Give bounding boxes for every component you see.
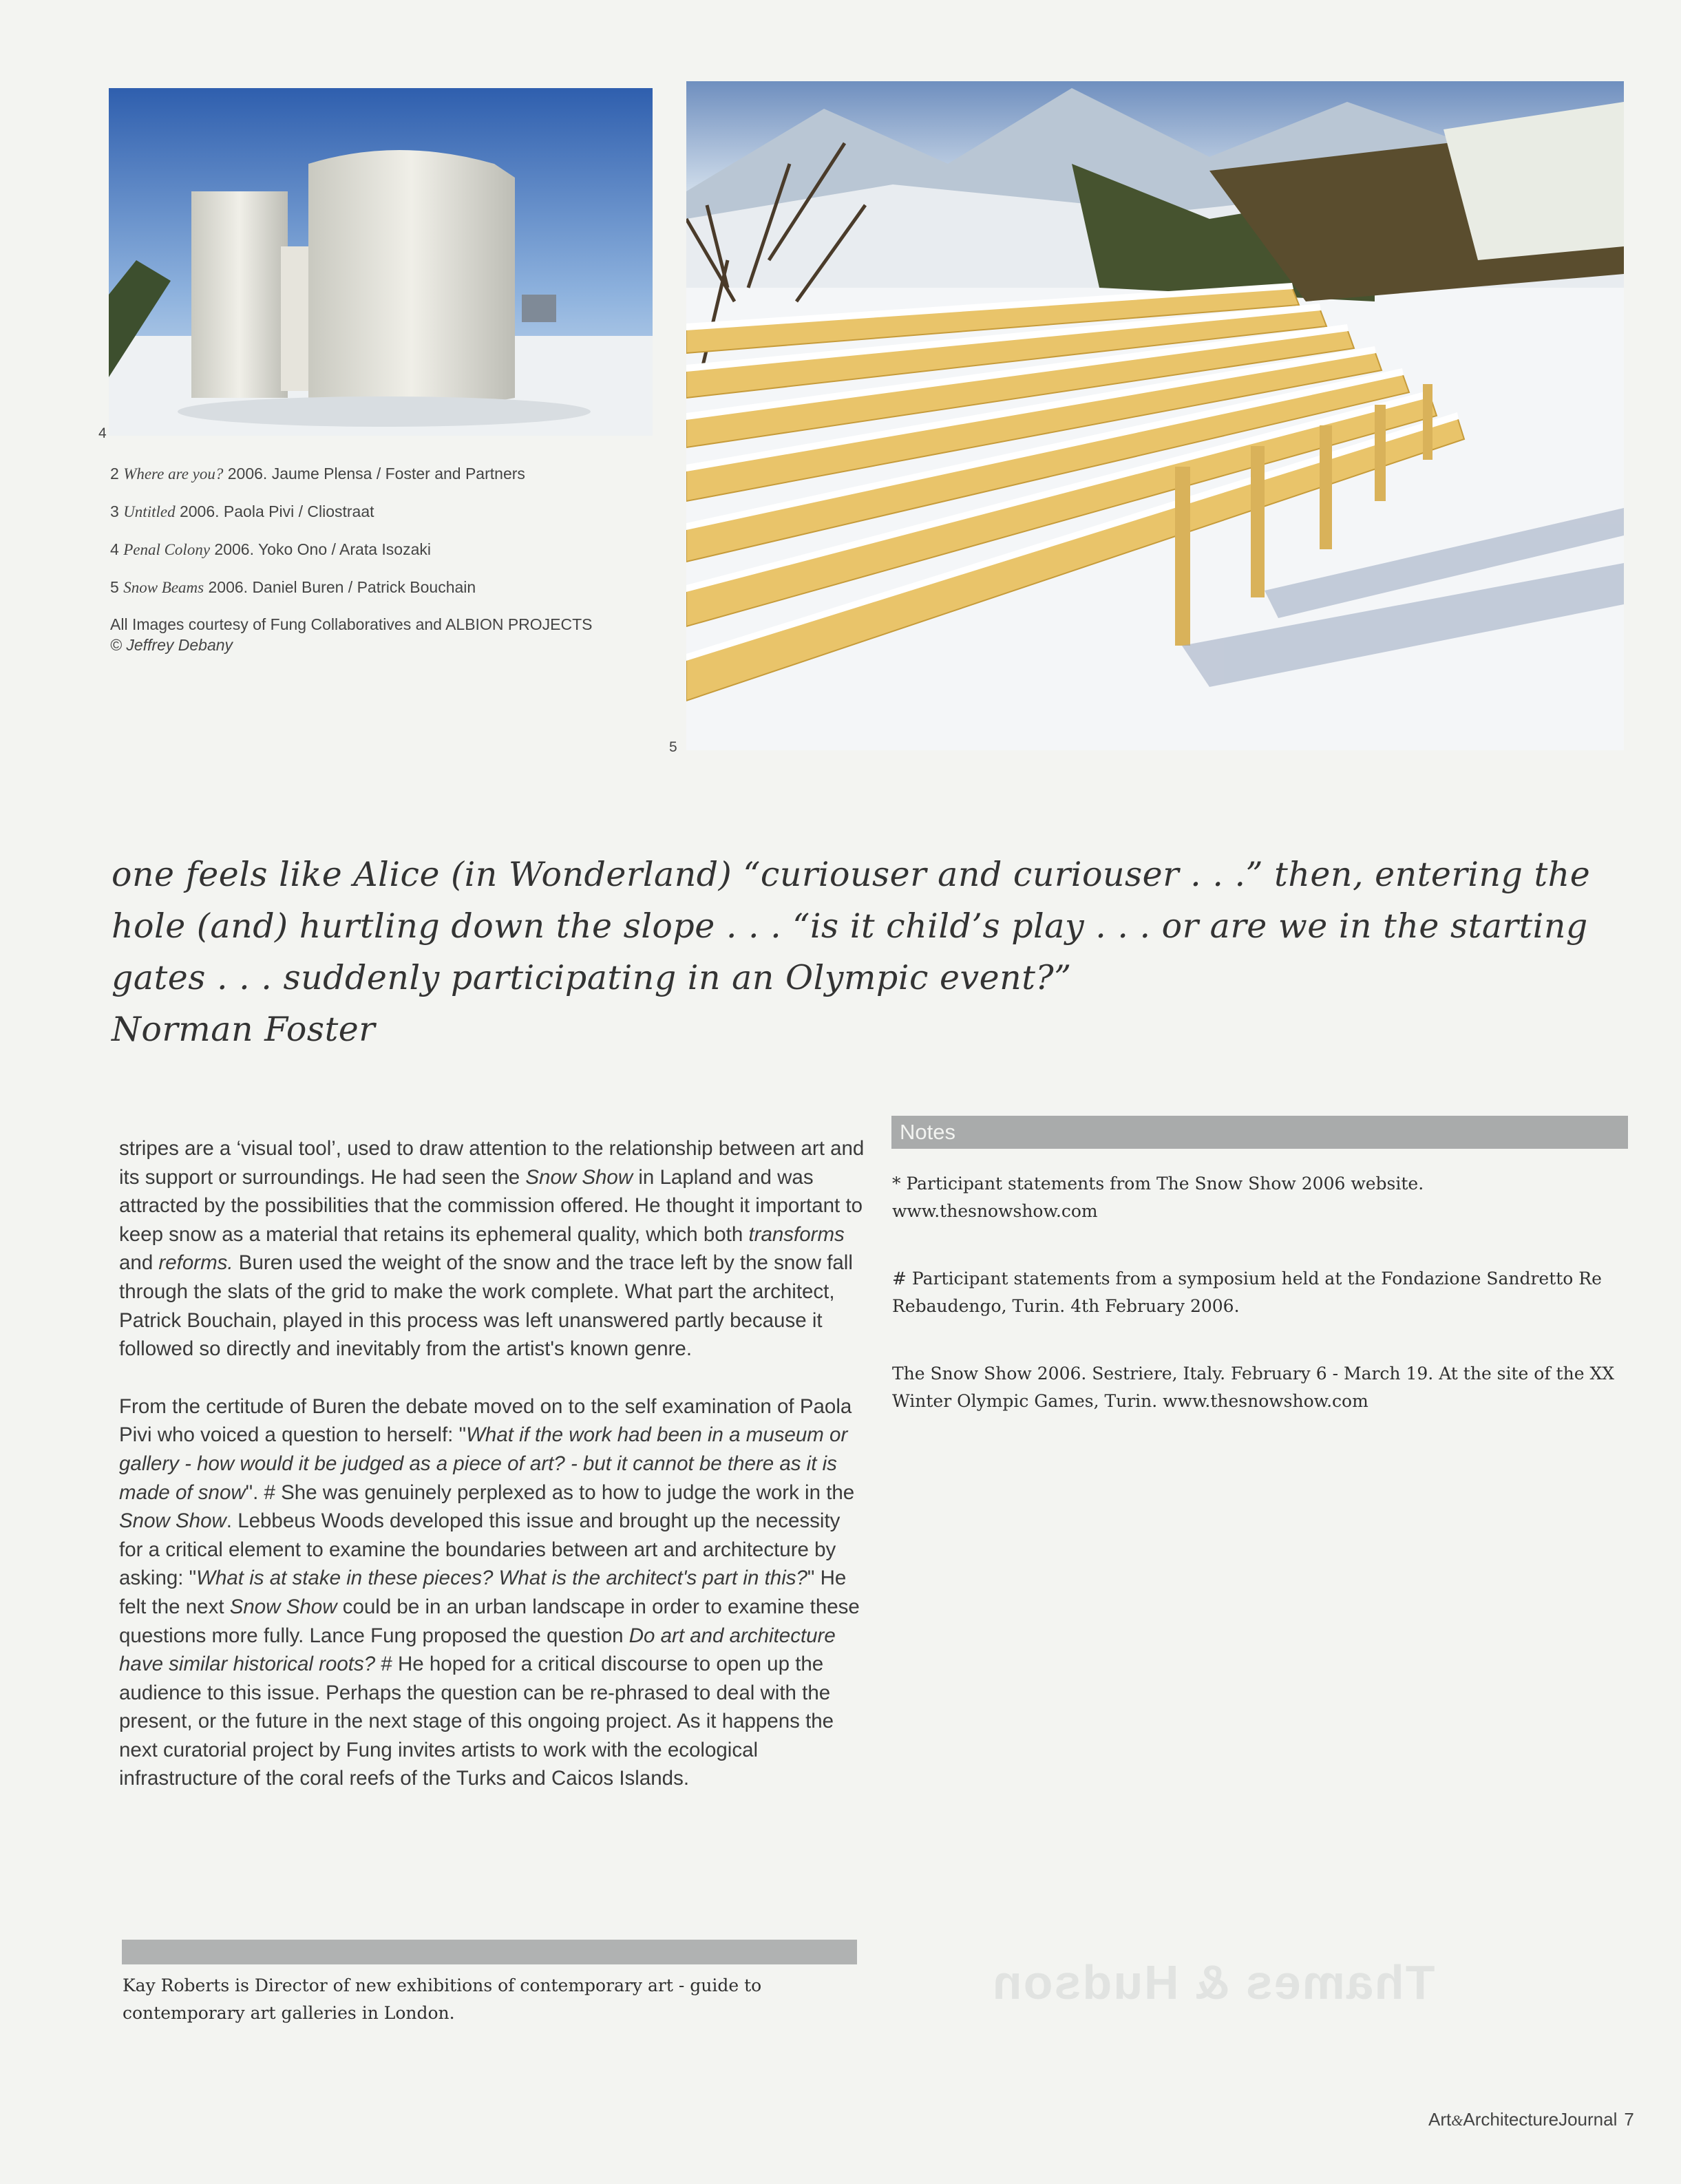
body-paragraph-1: stripes are a ‘visual tool’, used to draw attention to the relationship between art and its support or surroundings. He had seen the Snow Show in Lapland and was attracted by the possibilities that the commission offered. He thought it important to keep snow as a material that retains its ephemeral quality, which both transforms and reforms. Buren used the weight of the snow and the trace left by the snow fall through the slats of the grid to make the work complete. What part the architect, Patrick Bouchain, played in this process was left unanswered partly because it followed so directly and inevitably from the artist's known genre. — [119, 1137, 865, 1361]
notes-list — [892, 1170, 1629, 1455]
body-paragraph-2: From the certitude of Buren the debate moved on to the self examination of Paola Pivi who voiced a question to herself: "What if the work had been in a museum or gallery - how would it be judged as a piece of art? - but it cannot be there as it is made of snow". # She was genuinely perplexed as to how to judge the work in the Snow Show. Lebbeus Woods developed this issue and brought up the necessity for a critical element to examine the boundaries between art and architecture by asking: "What is at stake in these pieces? What is the architect's part in this?" He felt the next Snow Show could be in an urban landscape in order to examine these questions more fully. Lance Fung proposed the question Do art and architecture have similar historical roots? # He hoped for a critical discourse to open up the audience to this issue. Perhaps the question can be re-phrased to deal with the present, or the future in the next stage of this ongoing project. As it happens the next curatorial project by Fung invites artists to work with the ecological infrastructure of the coral reefs of the Turks and Caicos Islands. — [119, 1395, 860, 1790]
notes-heading: Notes — [900, 1120, 955, 1144]
caption-detail: 2006. Jaume Plensa / Foster and Partners — [223, 465, 525, 483]
caption-number: 4 — [110, 540, 119, 558]
figure-number-4: 4 — [98, 425, 107, 441]
footer-architecture: Architecture — [1463, 2109, 1559, 2130]
caption-number: 2 — [110, 465, 119, 483]
caption-3 — [110, 500, 647, 523]
photo-snow-beams — [686, 81, 1624, 750]
footer-ampersand: & — [1451, 2112, 1463, 2129]
caption-title: Untitled — [123, 503, 176, 520]
credit-line: All Images courtesy of Fung Collaboratives and ALBION PROJECTS — [110, 615, 593, 633]
pull-quote — [112, 849, 1653, 1055]
snow-beams-image — [686, 81, 1624, 750]
bio-divider-bar — [122, 1940, 857, 1964]
image-credit — [110, 614, 647, 655]
caption-number: 5 — [110, 578, 119, 596]
page-footer — [1428, 2109, 1634, 2130]
note-item: The Snow Show 2006. Sestriere, Italy. February 6 - March 19. At the site of the XX Winter Olympic Games, Turin. www.thesnowshow.com — [892, 1364, 1615, 1411]
caption-4 — [110, 538, 647, 561]
page-number: 7 — [1624, 2109, 1634, 2130]
pull-quote-text: one feels like Alice (in Wonderland) “curiouser and curiouser . . .” then, entering the hole (and) hurtling down the slope . . . “is it child’s play . . . or are we in the starting gates . . . suddenly participating in an Olympic event?” — [112, 855, 1591, 997]
note-item: # Participant statements from a symposium held at the Fondazione Sandretto Re Rebaudengo, Turin. 4th February 2006. — [892, 1269, 1602, 1316]
caption-detail: 2006. Paola Pivi / Cliostraat — [175, 502, 374, 520]
caption-detail: 2006. Yoko Ono / Arata Isozaki — [210, 540, 431, 558]
caption-title: Where are you? — [123, 465, 224, 483]
figure-number-5: 5 — [669, 739, 677, 755]
snow-sculpture-image — [109, 88, 653, 436]
figure-captions — [110, 463, 647, 655]
caption-detail: 2006. Daniel Buren / Patrick Bouchain — [204, 578, 476, 596]
article-body — [119, 1134, 869, 1822]
caption-number: 3 — [110, 502, 119, 520]
notes-header-bar — [891, 1116, 1628, 1149]
author-bio: Kay Roberts is Director of new exhibitions of contemporary art - guide to contemporary art galleries in London. — [123, 1975, 762, 2023]
note-item: * Participant statements from The Snow Show 2006 website. www.thesnowshow.com — [892, 1174, 1424, 1221]
footer-journal: Journal — [1558, 2109, 1618, 2130]
footer-art: Art — [1428, 2109, 1452, 2130]
caption-title: Penal Colony — [123, 541, 211, 558]
pull-quote-author: Norman Foster — [112, 1010, 376, 1049]
caption-title: Snow Beams — [123, 579, 204, 596]
show-through-text: Thames & Hudson — [991, 1955, 1435, 2009]
photographer-credit: © Jeffrey Debany — [110, 636, 233, 654]
caption-5 — [110, 576, 647, 599]
caption-2 — [110, 463, 647, 485]
photo-penal-colony — [109, 88, 653, 436]
